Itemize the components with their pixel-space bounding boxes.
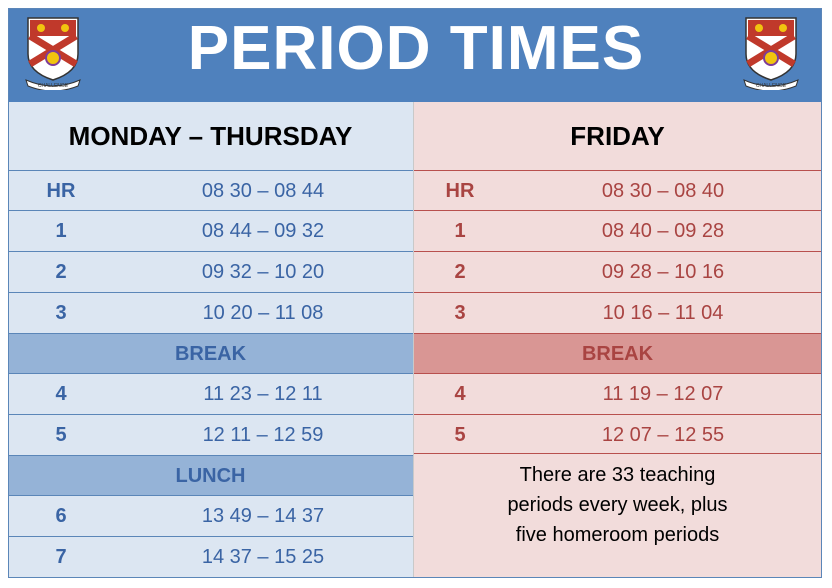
period-time: 13 49 – 14 37 (201, 505, 325, 527)
period-time: 12 07 – 12 55 (601, 424, 725, 446)
period-label: 2 (454, 261, 466, 283)
period-label: 1 (55, 220, 67, 242)
period-time: 09 28 – 10 16 (601, 261, 725, 283)
period-label: 4 (454, 383, 466, 405)
period-label: 6 (55, 505, 67, 527)
period-label: 5 (55, 424, 67, 446)
period-label: 5 (454, 424, 466, 446)
page-title: PERIOD TIMES (187, 14, 645, 83)
period-label: HR (46, 180, 76, 202)
period-time: 11 23 – 12 11 (203, 383, 323, 405)
break-band: BREAK (413, 333, 822, 373)
crest-motto: CHALLENGE (755, 83, 787, 89)
crest-motto: CHALLENGE (37, 83, 69, 89)
period-time: 08 44 – 09 32 (201, 220, 325, 242)
friday-heading: FRIDAY (570, 121, 665, 151)
period-time: 10 20 – 11 08 (202, 302, 324, 324)
period-time: 09 32 – 10 20 (201, 261, 325, 283)
period-time: 10 16 – 11 04 (602, 302, 724, 324)
teaching-periods-note: There are 33 teaching periods every week, plus five homeroom periods (507, 464, 728, 546)
period-time: 14 37 – 15 25 (201, 546, 325, 568)
period-time: 08 40 – 09 28 (601, 220, 725, 242)
period-label: 4 (55, 383, 67, 405)
period-time: 12 11 – 12 59 (202, 424, 324, 446)
period-time: 08 30 – 08 40 (601, 180, 725, 202)
period-label: 3 (55, 302, 67, 324)
period-label: 3 (454, 302, 466, 324)
period-label: 2 (55, 261, 67, 283)
period-label: HR (445, 180, 475, 202)
break-band: BREAK (8, 333, 413, 373)
table-frame (8, 8, 822, 578)
period-label: 7 (55, 546, 67, 568)
period-time: 08 30 – 08 44 (201, 180, 325, 202)
period-label: 1 (454, 220, 466, 242)
monday-thursday-heading: MONDAY – THURSDAY (68, 121, 353, 151)
lunch-band: LUNCH (8, 455, 413, 495)
period-time: 11 19 – 12 07 (602, 383, 724, 405)
